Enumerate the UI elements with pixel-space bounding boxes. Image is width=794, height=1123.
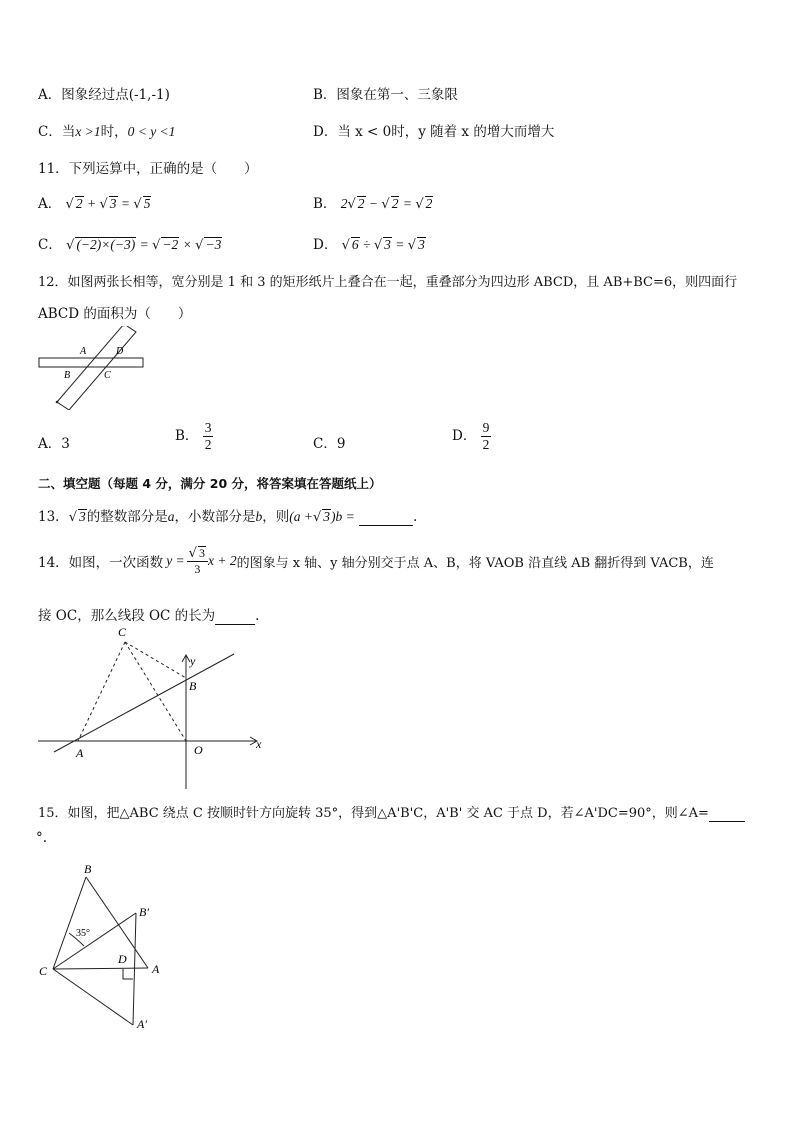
q12-label-b: B (64, 370, 71, 381)
q14-line1 (38, 546, 714, 576)
q14-label-y: y (190, 654, 196, 668)
q14-label-a: A (76, 746, 84, 760)
q13-number: 13． (38, 509, 69, 525)
q12-dot (56, 401, 59, 404)
q14-end: . (255, 608, 260, 624)
q11-option-b-expr: 2√ 2 − √ 2 = √ 2 (340, 196, 433, 212)
q11-option-c-expr: √ (−2)×(−3) = √ −2 × √ −3 (66, 237, 222, 253)
q15-side-ca-prime (53, 969, 133, 1025)
q14-dashed-co (125, 642, 186, 741)
q12-stem-line2: ABCD 的面积为（ ） (38, 306, 192, 322)
q15-side-ba (86, 877, 148, 968)
q12-option-b-denominator: 2 (204, 437, 212, 452)
q15-side-cb (53, 877, 86, 969)
q13-var-b: b (255, 509, 263, 524)
q12-option-d-numerator: 9 (482, 420, 490, 435)
q14-answer-blank[interactable] (215, 608, 255, 625)
q13-text-3: ，则 (262, 509, 290, 525)
section-title: 二、填空题（每题 4 分，满分 20 分，将答案填在答题纸上） (38, 476, 382, 491)
q15-line2: °. (36, 830, 48, 846)
q12-label-c: C (104, 370, 111, 381)
q11-option-d-label: D． (313, 237, 338, 253)
q12-option-a: A．3 (38, 436, 70, 452)
q13-text-2: ，小数部分是 (174, 509, 256, 525)
q14-rest: 的图象与 x 轴、y 轴分别交于点 A、B，将 VAOB 沿直线 AB 翻折得到 VACB，连 (236, 555, 714, 571)
q11-option-a-label: A． (38, 196, 62, 212)
q15-figure (36, 860, 172, 1036)
q14-label-b: B (189, 679, 197, 693)
q10-option-c-pre: C．当 (38, 124, 76, 140)
q14-fraction (187, 546, 208, 576)
q13-text (38, 505, 417, 526)
q12-option-b-fraction (203, 420, 214, 453)
q14-figure (36, 624, 272, 790)
q11-option-a (38, 192, 151, 212)
q14-line2 (38, 604, 259, 625)
q14-tail: x + 2 (207, 553, 237, 568)
q15-line1-text: 15．如图，把△ABC 绕点 C 按顺时针方向旋转 35°，得到△A'B'C，A'B' 交 AC 于点 D，若∠A'DC=90°，则∠A= (38, 806, 709, 821)
q14-label-x: x (256, 737, 262, 751)
q11-stem: 11．下列运算中，正确的是（ ） (38, 161, 258, 177)
q13-expr-close: )b = (331, 509, 355, 524)
q15-side-ca (53, 968, 148, 969)
q15-label-a-prime: A′ (137, 1017, 147, 1031)
q13-sqrt3: √ 3 (68, 509, 86, 525)
q15-label-b-prime: B′ (139, 905, 149, 919)
q10-option-c-x: x >1 (75, 124, 101, 139)
q10-option-a: A．图象经过点(-1,-1) (38, 87, 170, 103)
q12-option-d-fraction (481, 420, 492, 453)
q14-y-eq: y = (166, 553, 185, 568)
q11-option-b-label: B． (313, 196, 337, 212)
q12-stem-line1: 12．如图两张长相等，宽分别是 1 和 3 的矩形纸片上叠合在一起，重叠部分为四边形 ABCD，且 AB+BC=6，则四面行 (38, 275, 738, 290)
q14-dashed-cb (125, 642, 186, 678)
q15-side-b-prime-a-prime (133, 913, 136, 1025)
q11-option-c (38, 233, 222, 253)
q12-option-b (175, 420, 213, 453)
q14-label-c: C (118, 625, 127, 639)
q10-option-c-y: 0 < y <1 (127, 124, 176, 139)
q15-label-a: A (152, 962, 160, 976)
q12-option-c: C．9 (313, 436, 346, 452)
q10-option-c-mid: 时， (100, 124, 128, 140)
q11-option-d-expr: √ 6 ÷ √ 3 = √ 3 (341, 237, 425, 253)
q13-expr-open: (a + (289, 509, 313, 524)
q15-label-angle: 35° (76, 928, 90, 939)
q15-line1 (38, 802, 745, 822)
q10-option-c (38, 120, 175, 140)
q15-answer-blank[interactable] (709, 806, 745, 822)
q10-option-d: D．当 x < 0时，y 随着 x 的增大而增大 (313, 124, 555, 140)
q12-tilted-strip (57, 326, 136, 410)
q15-right-angle-mark (123, 969, 133, 979)
q11-option-d (313, 233, 426, 253)
q15-label-d: D (118, 952, 127, 966)
q14-denominator: 3 (194, 562, 201, 576)
q13-var-a: a (167, 509, 175, 524)
q13-end: . (413, 509, 418, 525)
q14-label-o: O (194, 743, 203, 757)
q12-option-d (452, 420, 491, 453)
q13-expr-sqrt3: √ 3 (312, 509, 331, 525)
q13-answer-blank[interactable] (359, 509, 413, 526)
q12-option-b-label: B． (175, 428, 199, 444)
q12-option-d-denominator: 2 (482, 437, 490, 452)
q14-number: 14．如图，一次函数 (38, 555, 164, 571)
q11-option-c-label: C． (38, 237, 62, 253)
q10-option-b: B．图象在第一、三象限 (313, 87, 458, 103)
q12-label-a: A (80, 346, 87, 357)
q12-figure (34, 326, 150, 410)
q12-option-b-numerator: 3 (204, 420, 212, 435)
q11-option-a-expr: √ 2 + √ 3 = √ 5 (65, 196, 151, 212)
q12-option-d-label: D． (452, 428, 477, 444)
q12-label-d: D (116, 346, 124, 357)
q15-label-c: C (39, 964, 48, 978)
q13-text-1: 的整数部分是 (86, 509, 168, 525)
q14-line2-text: 接 OC，那么线段 OC 的长为 (38, 608, 216, 624)
q11-option-b (313, 192, 433, 212)
q14-line-ab (54, 654, 234, 752)
q15-label-b: B (84, 862, 92, 876)
q14-numerator: √ 3 (187, 546, 208, 562)
